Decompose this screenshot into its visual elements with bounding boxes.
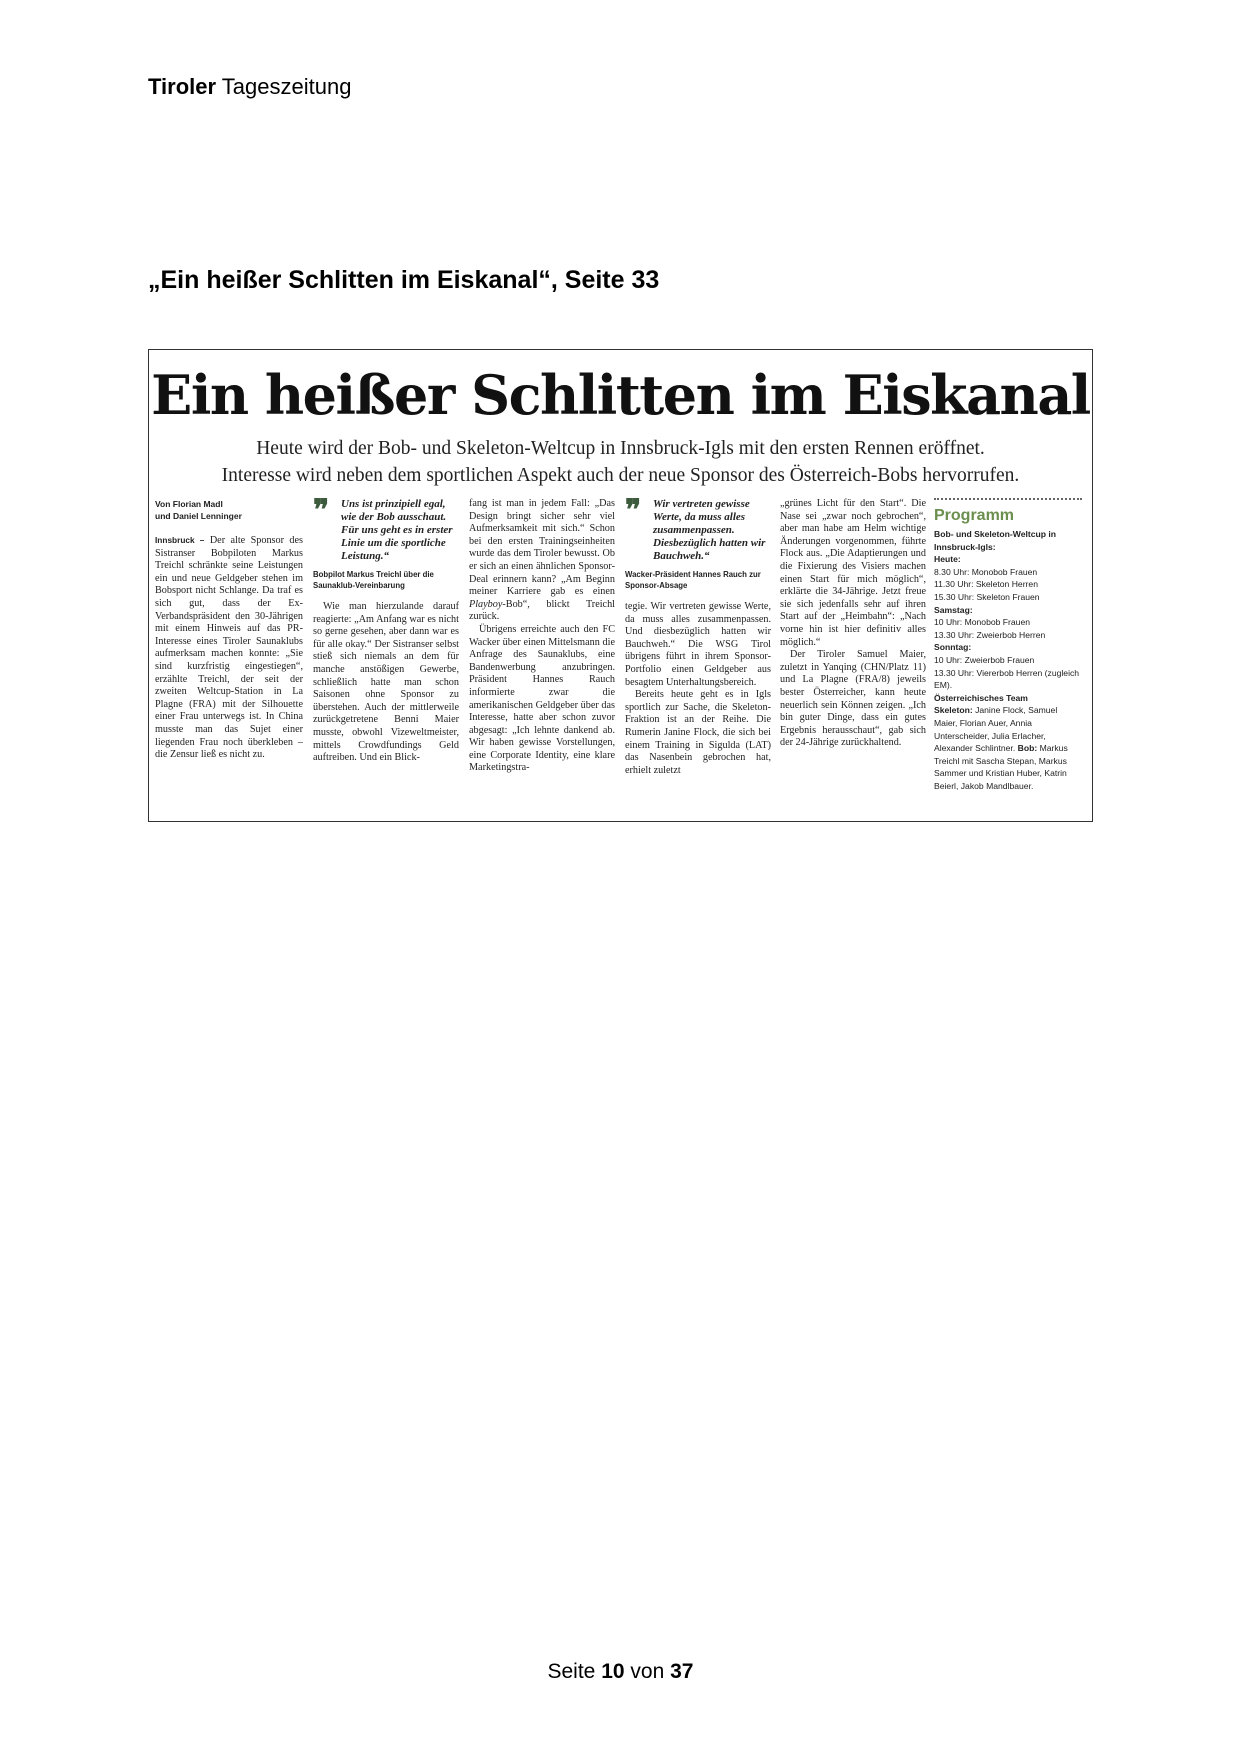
brand [148,74,351,100]
column-1-text [155,534,303,762]
programm-skeleton [934,704,1082,792]
programm-title: Programm [934,507,1015,524]
programm-samstag-label: Samstag: [934,604,973,615]
column-3-text-2: -Bob“, blickt Treichl zurück. [469,598,615,623]
footer-page-number: 10 [601,1660,625,1683]
article-reference: „Ein heißer Schlitten im Eiskanal“, Seite 33 [148,266,660,294]
column-1-body: Der alte Sponsor des Sistranser Bobpiloten Markus Treichl schränkte seine Leistungen ein und neue Geldgeber stehen im Bobsport nicht Schlange. Da traf es sich gut, dass der Ex-Verbandspräsident den 30-Jährigen mit einem Hinweis auf das PR-Interesse eines Tiroler Saunaklubs aufmerksam machen konnte: „Sie sind kurzfristig eingestiegen“, erzählte Treichl, der seit der zweiten Weltcup-Station in La Plagne (FRA) mit der Silhouette einer Frau unterwegs ist. In China musste man das Sujet einer liegenden Frau noch überkleben – die Zensur ließ es nicht zu. [155,535,303,761]
pull-quote-1-attribution: Bobpilot Markus Treichl über die Saunaklub-Vereinbarung [313,570,434,590]
column-3-paragraph-1 [469,498,615,624]
column-5-paragraph-2: Der Tiroler Samuel Maier, zuletzt in Yanqing (CHN/Platz 11) und La Plagne (FRA/8) jeweils bester Österreicher, kann heute neuerlich sein Können zeigen. „Ich bin guter Dinge, dass ein gutes Ergebnis herausschaut“, gab sich der 24-Jährige zurückhaltend. [780,649,926,749]
headline: Ein heißer Schlitten im Eiskanal [151,363,1090,427]
footer-prefix: Seite [547,1660,596,1683]
programm-item: 10 Uhr: Zweierbob Frauen [934,654,1035,665]
column-2 [313,498,459,816]
byline-line-1: Von Florian Madl [155,499,223,509]
byline [155,498,303,522]
pull-quote-1 [313,498,459,563]
bob-label: Bob: [1017,743,1038,754]
bob-team: Markus Treichl mit Sascha Stepan, Markus Sammer und Kristian Huber, Katrin Beierl, Jakob Mandlbauer. [934,743,1068,791]
programm-team-label: Österreichisches Team [934,692,1028,703]
column-4 [625,498,771,816]
column-1 [155,498,303,816]
pull-quote-1-text: Uns ist prinzipiell egal, wie der Bob ausschaut. Für uns geht es in erster Linie um die sportliche Leistung.“ [341,498,453,562]
brand-rest: Tageszeitung [221,74,352,99]
programm-item: 13.30 Uhr: Viererbob Herren (zugleich EM). [934,667,1080,691]
pull-quote-2-attribution: Wacker-Präsident Hannes Rauch zur Sponsor-Absage [625,570,761,590]
pull-quote-2-text: Wir vertreten gewisse Werte, da muss alles zusammenpassen. Diesbezüglich hatten wir Bauchweh.“ [653,498,766,562]
column-3 [469,498,615,816]
subhead-line-1: Heute wird der Bob- und Skeleton-Weltcup in Innsbruck-Igls mit den ersten Rennen eröffnet. [256,438,985,459]
programm-item: 8.30 Uhr: Monobob Frauen [934,566,1038,577]
programm-sonntag-label: Sonntag: [934,642,972,653]
programm-box [934,498,1082,816]
footer-middle: von [630,1660,665,1683]
programm-item: 15.30 Uhr: Skeleton Frauen [934,591,1040,602]
column-4-paragraph-2: Bereits heute geht es in Igls sportlich zur Sache, die Skeleton-Fraktion ist an der Reihe. Die Rumerin Janine Flock, die sich bei einem Training in Sigulda (LAT) das Nasenbein gebrochen hat, erhielt zuletzt [625,689,771,776]
column-3-text-1: fang ist man in jedem Fall: „Das Design bringt sicher sehr viel Aufmerksamkeit mit sich.“ Schon bei den ersten Trainingseinheiten wurde das dem Tiroler bewusst. Ob er sich an einen ähnlichen Sponsor-Deal erinnern kann? „Am Beginn meiner Karriere gab es einen [469,498,615,598]
dotted-divider [934,498,1082,500]
brand-bold: Tiroler [148,74,217,99]
column-5 [780,498,926,816]
column-3-italic: Playboy [469,598,503,610]
programm-event: Bob- und Skeleton-Weltcup in Innsbruck-Igls: [934,529,1057,552]
programm-item: 11.30 Uhr: Skeleton Herren [934,579,1038,590]
skeleton-label: Skeleton: [934,705,973,716]
quote-mark-icon: ❞ [313,498,330,528]
subhead-line-2: Interesse wird neben dem sportlichen Aspekt auch der neue Sponsor des Österreich-Bobs hervorrufen. [221,465,1020,486]
programm-item: 10 Uhr: Monobob Frauen [934,617,1031,628]
footer-total-pages: 37 [670,1660,694,1683]
column-3-paragraph-2: Übrigens erreichte auch den FC Wacker über einen Mittelsmann die Anfrage des Saunaklubs, eine Bandenwerbung anzubringen. Präsident Hannes Rauch informierte zwar die amerikanischen Geldgeber über das Interesse, hatte aber schon zuvor abgesagt: „Ich lehnte dankend ab. Wir haben gewisse Vorstellungen, eine Corporate Identity, eine klare Marketingstra- [469,623,615,774]
programm-item: 13.30 Uhr: Zweierbob Herren [934,629,1046,640]
column-4-paragraph-1: tegie. Wir vertreten gewisse Werte, da muss alles zusammenpassen. Und diesbezüglich hatten wir Bauchweh.“ Die WSG Tirol übrigens führt in ihrem Sponsor-Portfolio einen Geldgeber aus besagtem Unterhaltungsbereich. [625,601,771,688]
column-5-paragraph-1: „grünes Licht für den Start“. Die Nase sei „zwar noch gebrochen“, aber man habe am Helm wichtige Änderungen vorgenommen, führte Flock aus. „Die Adaptierungen und die Fixierung des Visiers machen einen Start für mich möglich“, erklärte die 34-Jährige. Jetzt freue sie sich jedenfalls sehr auf ihren Start auf der „Heimbahn“: „Nach vorne hin ist hier definitiv alles möglich.“ [780,498,926,648]
newspaper-clipping [148,349,1093,822]
page-footer [0,1660,1241,1684]
programm-heute-label: Heute: [934,554,961,565]
pull-quote-2 [625,498,771,563]
skeleton-team: Janine Flock, Samuel Maier, Florian Auer, Annia Unterscheider, Julia Erlacher, Alexander Schlintner. [934,705,1058,754]
byline-line-2: und Daniel Lenninger [155,511,242,521]
quote-mark-icon: ❞ [625,498,642,528]
column-2-text: Wie man hierzulande darauf reagierte: „Am Anfang war es nicht so gerne gesehen, aber dann war es für alle okay.“ Der Sistranser selbst stieß sich niemals an dem für manche anstößigen Gewerbe, schließlich hatte man schon Saisonen ohne Sponsor zu überstehen. Auch der mittlerweile zurückgetretene Benni Maier musste, obwohl Vizeweltmeister, mittels Crowdfundings Geld auftreiben. Und ein Blick- [313,601,459,764]
dateline: Innsbruck – [155,535,205,545]
